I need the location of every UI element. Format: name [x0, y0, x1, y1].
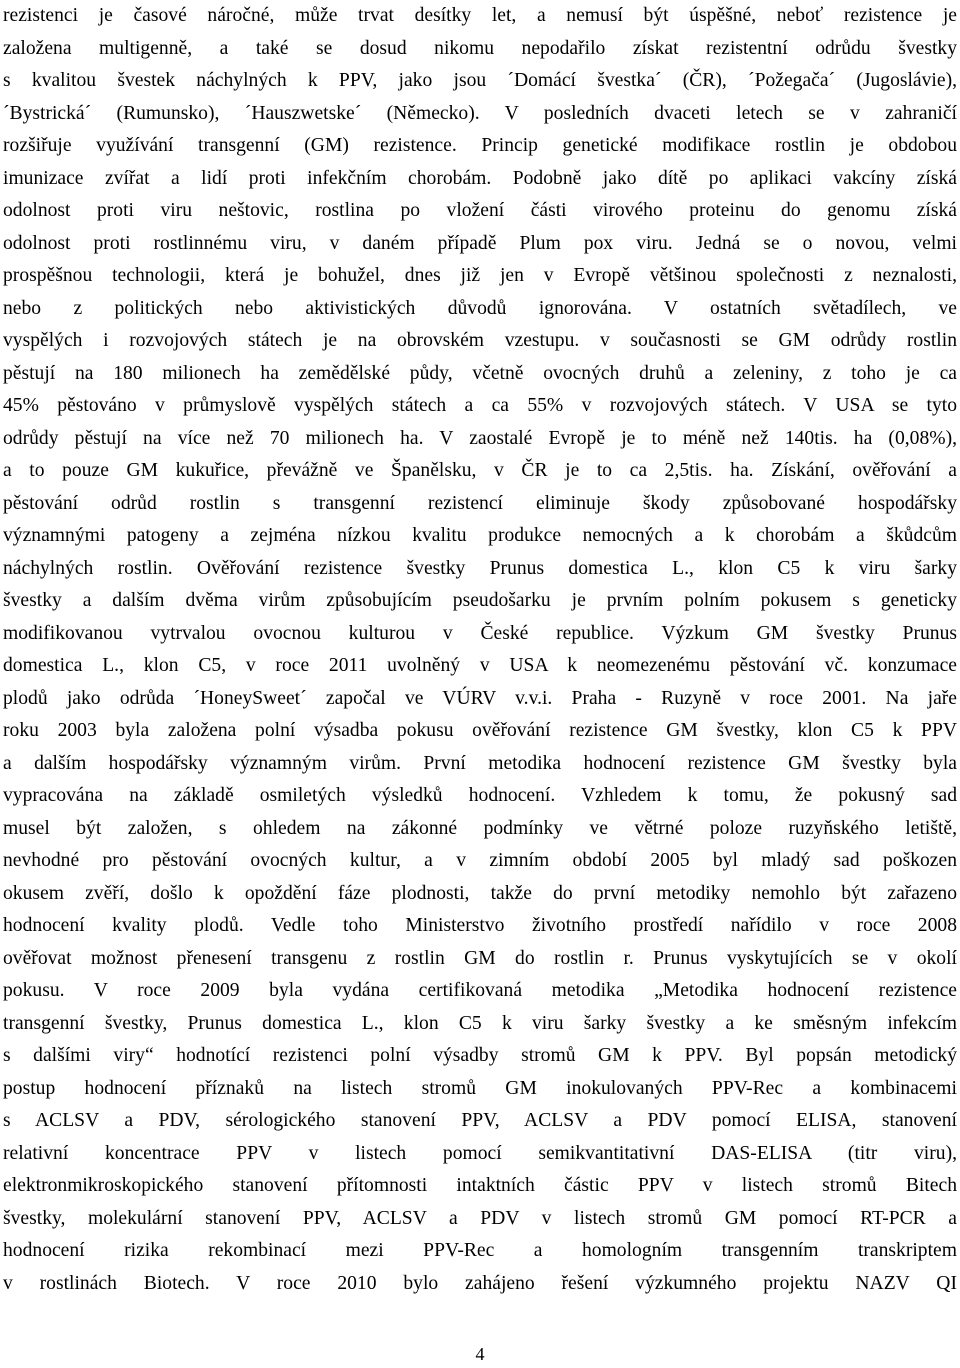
text-line: odolnost proti viru neštovic, rostlina po vložení části virového proteinu do genomu získá: [3, 200, 957, 221]
text-line: rezistenci je časové náročné, může trvat desítky let, a nemusí být úspěšné, neboť rezistence je: [3, 5, 957, 26]
text-line: transgenní švestky, Prunus domestica L., klon C5 k viru šarky švestky a ke směsným infekcím: [3, 1012, 957, 1034]
text-line: ověřovat možnost přenesení transgenu z rostlin GM do rostlin r. Prunus vyskytujících se v okolí: [3, 947, 957, 969]
text-line: ´Bystrická´ (Rumunsko), ´Hauszwetske´ (Německo). V posledních dvaceti letech se v zahraničí: [3, 102, 957, 124]
text-line: a to pouze GM kukuřice, převážně ve Španělsku, v ČR je to ca 2,5tis. ha. Získání, ověřování a: [3, 460, 957, 481]
text-line: postup hodnocení příznaků na listech stromů GM inokulovaných PPV-Rec a kombinacemi: [3, 1077, 957, 1099]
text-line: odrůdy pěstují na více než 70 milionech ha. V zaostalé Evropě je to méně než 140tis. ha (0,08%),: [3, 427, 957, 449]
text-line: v rostlinách Biotech. V roce 2010 bylo zahájeno řešení výzkumného projektu NAZV QI: [3, 1272, 957, 1294]
text-line: modifikovanou vytrvalou ovocnou kulturou v České republice. Výzkum GM švestky Prunus: [3, 622, 957, 644]
text-line: švestky a dalším dvěma virům způsobujícím pseudošarku je prvním polním pokusem s geneticky: [3, 590, 957, 611]
text-line: pokusu. V roce 2009 byla vydána certifikovaná metodika „Metodika hodnocení rezistence: [3, 980, 957, 1001]
text-line: vyspělých i rozvojových státech je na obrovském vzestupu. v současnosti se GM odrůdy rostlin: [3, 330, 957, 351]
body-text: [3, 0, 957, 1300]
text-line: s dalšími viry“ hodnotící rezistenci polní výsadby stromů GM k PPV. Byl popsán metodický: [3, 1045, 957, 1066]
text-line: vypracována na základě osmiletých výsledků hodnocení. Vzhledem k tomu, že pokusný sad: [3, 785, 957, 806]
text-line: okusem zvěří, došlo k opoždění fáze plodnosti, takže do první metodiky nemohlo být zařazeno: [3, 882, 957, 904]
text-line: významnými patogeny a zejména nízkou kvalitu produkce nemocných a k chorobám a škůdcům: [3, 525, 957, 546]
text-line: a dalším hospodářsky významným virům. První metodika hodnocení rezistence GM švestky byla: [3, 752, 957, 774]
text-line: odolnost proti rostlinnému viru, v daném případě Plum pox viru. Jedná se o novou, velmi: [3, 232, 957, 254]
text-line: musel být založen, s ohledem na zákonné podmínky ve větrné poloze ruzyňského letiště,: [3, 817, 957, 839]
page-number: 4: [475, 1344, 485, 1364]
text-line: pěstování odrůd rostlin s transgenní rezistencí eliminuje škody způsobované hospodářsky: [3, 492, 957, 514]
text-line: rozšiřuje využívání transgenní (GM) rezistence. Princip genetické modifikace rostlin je obdobou: [3, 135, 957, 156]
text-line: prospěšnou technologii, která je bohužel, dnes již jen v Evropě většinou společnosti z neznalosti,: [3, 265, 957, 286]
text-line: 45% pěstováno v průmyslově vyspělých státech a ca 55% v rozvojových státech. V USA se tyto: [3, 395, 957, 416]
text-line: s kvalitou švestek náchylných k PPV, jako jsou ´Domácí švestka´ (ČR), ´Požegača´ (Jugoslávie),: [3, 70, 957, 91]
text-line: imunizace zvířat a lidí proti infekčním chorobám. Podobně jako dítě po aplikaci vakcíny získá: [3, 167, 957, 189]
text-line: domestica L., klon C5, v roce 2011 uvolněný v USA k neomezenému pěstování vč. konzumace: [3, 655, 957, 676]
text-line: relativní koncentrace PPV v listech pomocí semikvantitativní DAS-ELISA (titr viru),: [3, 1142, 957, 1164]
text-line: hodnocení kvality plodů. Vedle toho Ministerstvo životního prostředí nařídilo v roce 2008: [3, 915, 957, 936]
text-line: nevhodné pro pěstování ovocných kultur, a v zimním období 2005 byl mladý sad poškozen: [3, 850, 957, 871]
text-line: pěstují na 180 milionech ha zemědělské půdy, včetně ovocných druhů a zeleniny, z toho je ca: [3, 362, 957, 384]
text-line: s ACLSV a PDV, sérologického stanovení PPV, ACLSV a PDV pomocí ELISA, stanovení: [3, 1110, 957, 1131]
text-line: hodnocení rizika rekombinací mezi PPV-Rec a homologním transgenním transkriptem: [3, 1240, 957, 1261]
text-line: švestky, molekulární stanovení PPV, ACLSV a PDV v listech stromů GM pomocí RT-PCR a: [3, 1207, 957, 1229]
text-line: elektronmikroskopického stanovení přítomnosti intaktních částic PPV v listech stromů Bitech: [3, 1175, 957, 1196]
text-line: plodů jako odrůda ´HoneySweet´ započal ve VÚRV v.v.i. Praha - Ruzyně v roce 2001. Na jaře: [3, 687, 957, 709]
text-line: založena multigenně, a také se dosud nikomu nepodařilo získat rezistentní odrůdu švestky: [3, 37, 957, 59]
text-line: nebo z politických nebo aktivistických důvodů ignorována. V ostatních světadílech, ve: [3, 297, 957, 319]
text-line: roku 2003 byla založena polní výsadba pokusu ověřování rezistence GM švestky, klon C5 k PPV: [3, 720, 957, 741]
text-line: náchylných rostlin. Ověřování rezistence švestky Prunus domestica L., klon C5 k viru šarky: [3, 557, 957, 579]
